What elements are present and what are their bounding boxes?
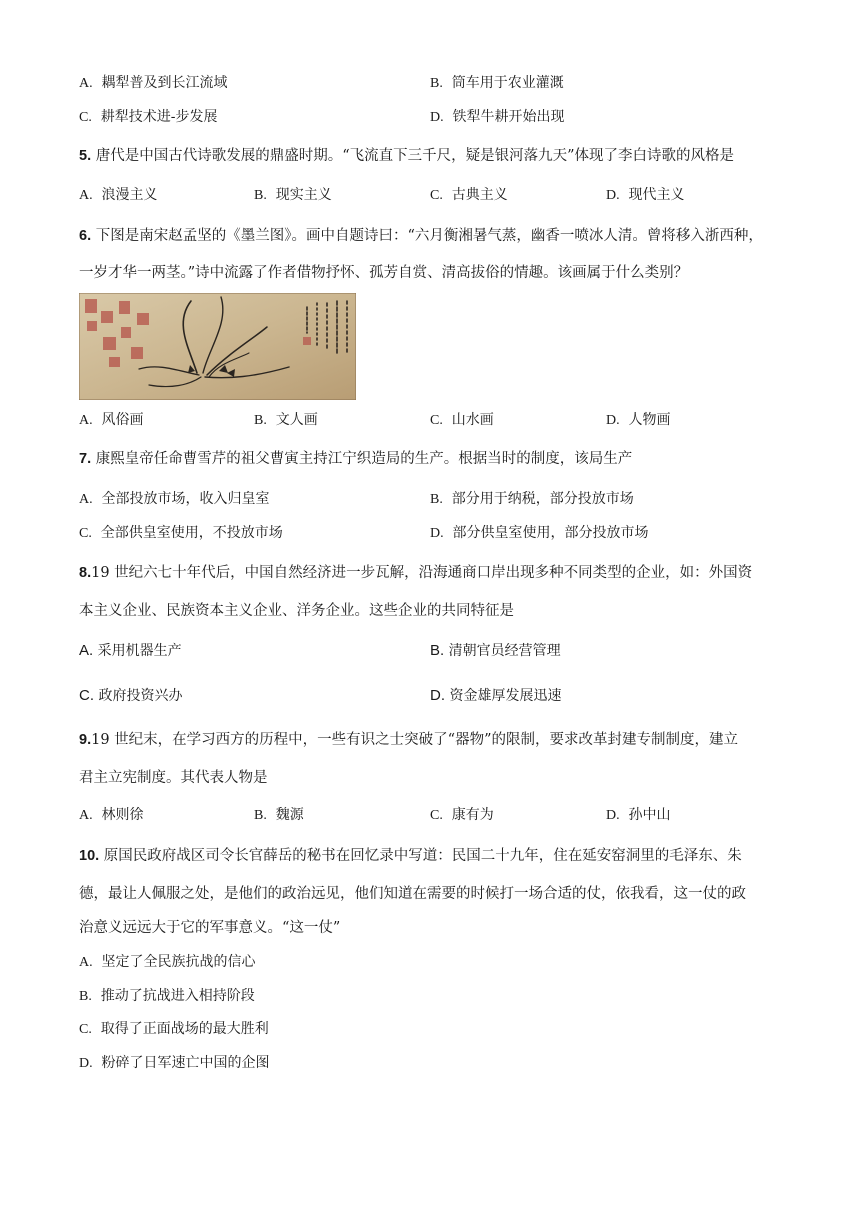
q5-stem: 5. 唐代是中国古代诗歌发展的鼎盛时期。“飞流直下三千尺，疑是银河落九天”体现了李白诗歌的风格是 bbox=[79, 148, 735, 164]
q10-stem-line-1: 10. 原国民政府战区司令长官薛岳的秘书在回忆录中写道：民国二十九年，住在延安窑洞里的毛泽东、朱 bbox=[79, 848, 742, 864]
q7-option-b: B. 部分用于纳税，部分投放市场 bbox=[430, 491, 634, 507]
q7-option-d: D. 部分供皇室使用，部分投放市场 bbox=[430, 525, 649, 541]
q8-option-c: C. 政府投资兴办 bbox=[79, 687, 183, 704]
q4-option-a: A. 耦犁普及到长江流域 bbox=[79, 75, 228, 91]
q10-stem-line-2: 德，最让人佩服之处，是他们的政治远见，他们知道在需要的时候打一场合适的仗，依我看，这一仗的政 bbox=[79, 886, 746, 902]
q5-option-a: A. 浪漫主义 bbox=[79, 187, 158, 203]
q6-option-a: A. 风俗画 bbox=[79, 412, 144, 428]
q8-option-b: B. 清朝官员经营管理 bbox=[430, 642, 561, 659]
ink-orchid-painting bbox=[79, 293, 356, 400]
q10-option-d: D. 粉碎了日军速亡中国的企图 bbox=[79, 1055, 270, 1071]
q7-stem: 7. 康熙皇帝任命曹雪芹的祖父曹寅主持江宁织造局的生产。根据当时的制度，该局生产 bbox=[79, 451, 633, 467]
q9-option-d: D. 孙中山 bbox=[606, 807, 671, 823]
q8-option-d: D. 资金雄厚发展迅速 bbox=[430, 687, 562, 704]
q6-option-c: C. 山水画 bbox=[430, 412, 494, 428]
q10-stem-line-3: 治意义远远大于它的军事意义。“这一仗” bbox=[79, 920, 341, 936]
q6-stem-line-1: 6. 下图是南宋赵孟坚的《墨兰图》。画中自题诗曰：“六月衡湘暑气蒸，幽香一喷冰人清。曾将移入浙西种， bbox=[79, 228, 763, 244]
q9-stem-line-1: 9.19 世纪末，在学习西方的历程中，一些有识之士突破了“器物”的限制，要求改革封建专制制度，建立 bbox=[79, 732, 738, 748]
q9-stem-line-2: 君主立宪制度。其代表人物是 bbox=[79, 770, 268, 786]
q9-option-b: B. 魏源 bbox=[254, 807, 304, 823]
q6-option-d: D. 人物画 bbox=[606, 412, 671, 428]
q8-stem-line-2: 本主义企业、民族资本主义企业、洋务企业。这些企业的共同特征是 bbox=[79, 603, 514, 619]
q5-option-d: D. 现代主义 bbox=[606, 187, 685, 203]
q9-option-a: A. 林则徐 bbox=[79, 807, 144, 823]
q4-option-c: C. 耕犁技术进-步发展 bbox=[79, 109, 218, 125]
q9-option-c: C. 康有为 bbox=[430, 807, 494, 823]
q4-option-b: B. 筒车用于农业灌溉 bbox=[430, 75, 564, 91]
q5-option-b: B. 现实主义 bbox=[254, 187, 332, 203]
q10-option-a: A. 坚定了全民族抗战的信心 bbox=[79, 954, 256, 970]
q6-stem-line-2: 一岁才华一两茎。”诗中流露了作者借物抒怀、孤芳自赏、清高拔俗的情趣。该画属于什么类别？ bbox=[79, 265, 689, 281]
q10-option-b: B. 推动了抗战进入相持阶段 bbox=[79, 988, 255, 1004]
q10-option-c: C. 取得了正面战场的最大胜利 bbox=[79, 1021, 269, 1037]
q8-option-a: A. 采用机器生产 bbox=[79, 642, 182, 659]
q5-option-c: C. 古典主义 bbox=[430, 187, 508, 203]
q7-option-a: A. 全部投放市场，收入归皇室 bbox=[79, 491, 270, 507]
q7-option-c: C. 全部供皇室使用，不投放市场 bbox=[79, 525, 283, 541]
inscription-seal bbox=[303, 337, 311, 345]
q6-option-b: B. 文人画 bbox=[254, 412, 318, 428]
q8-stem-line-1: 8.19 世纪六七十年代后，中国自然经济进一步瓦解，沿海通商口岸出现多种不同类型的企业，如：外国资 bbox=[79, 565, 753, 581]
q4-option-d: D. 铁犁牛耕开始出现 bbox=[430, 109, 565, 125]
